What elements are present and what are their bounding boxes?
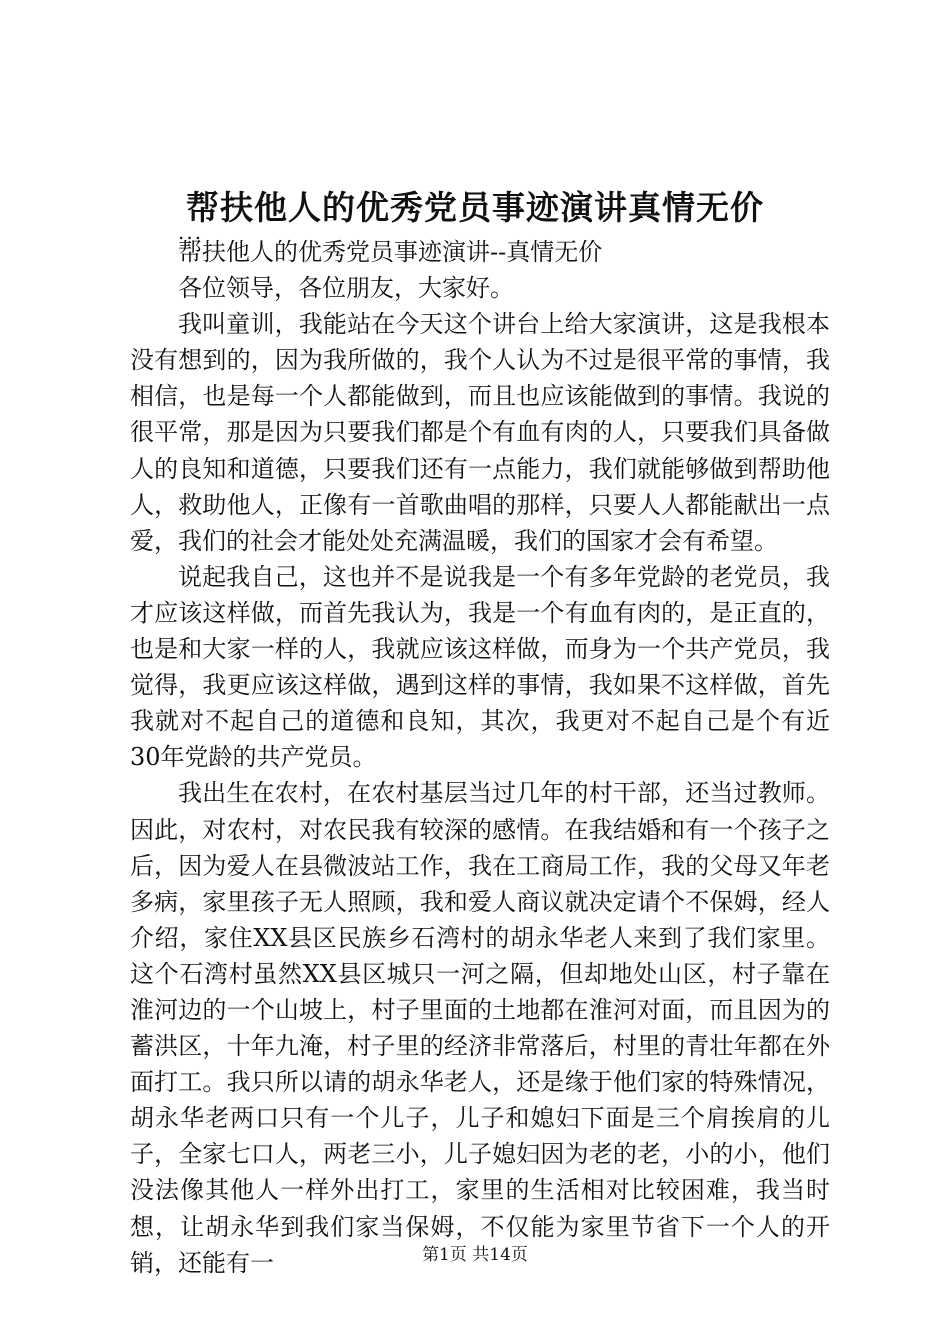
- body-paragraph: 我出生在农村，在农村基层当过几年的村干部，还当过教师。因此，对农村，对农民我有较深的感情。在我结婚和有一个孩子之后，因为爱人在县微波站工作，我在工商局工作，我的父母又年老多病，家里孩子无人照顾，我和爱人商议就决定请个不保姆，经人介绍，家住XX县区民族乡石湾村的胡永华老人来到了我们家里。这个石湾村虽然XX县区城只一河之隔，但却地处山区，村子靠在淮河边的一个山坡上，村子里面的土地都在淮河对面，而且因为的蓄洪区，十年九淹，村子里的经济非常落后，村里的青壮年都在外面打工。我只所以请的胡永华老人，还是缘于他们家的特殊情况，胡永华老两口只有一个儿子，儿子和媳妇下面是三个肩挨肩的儿子，全家七口人，两老三小，儿子媳妇因为老的老，小的小，他们没法像其他人一样外出打工，家里的生活相对比较困难，我当时想，让胡永华到我们家当保姆，不仅能为家里节省下一个人的开销，还能有一: [130, 779, 830, 1277]
- document-body: [130, 234, 830, 1281]
- subtitle-paragraph: 帮扶他人的优秀党员事迹演讲--真情无价: [178, 238, 603, 266]
- document-title: 帮扶他人的优秀党员事迹演讲真情无价: [186, 188, 764, 227]
- greeting-paragraph: 各位领导，各位朋友，大家好。: [178, 274, 514, 303]
- page-number: 第1页 共14页: [422, 1245, 528, 1265]
- body-paragraph: 我叫童训，我能站在今天这个讲台上给大家演讲，这是我根本没有想到的，因为我所做的，我个人认为不过是很平常的事情，我相信，也是每一个人都能做到，而且也应该能做到的事情。我说的很平常，那是因为只要我们都是个有血有肉的人，只要我们具备做人的良知和道德，只要我们还有一点能力，我们就能够做到帮助他人，救助他人，正像有一首歌曲唱的那样，只要人人都能献出一点爱，我们的社会才能处处充满温暖，我们的国家才会有希望。: [130, 310, 830, 555]
- title-ellipsis: ...: [178, 220, 204, 244]
- body-paragraph: 说起我自己，这也并不是说我是一个有多年党龄的老党员，我才应该这样做，而首先我认为，我是一个有血有肉的，是正直的，也是和大家一样的人，我就应该这样做，而身为一个共产党员，我觉得，我更应该这样做，遇到这样的事情，我如果不这样做，首先我就对不起自己的道德和良知，其次，我更对不起自己是个有近30年党龄的共产党员。: [130, 562, 830, 772]
